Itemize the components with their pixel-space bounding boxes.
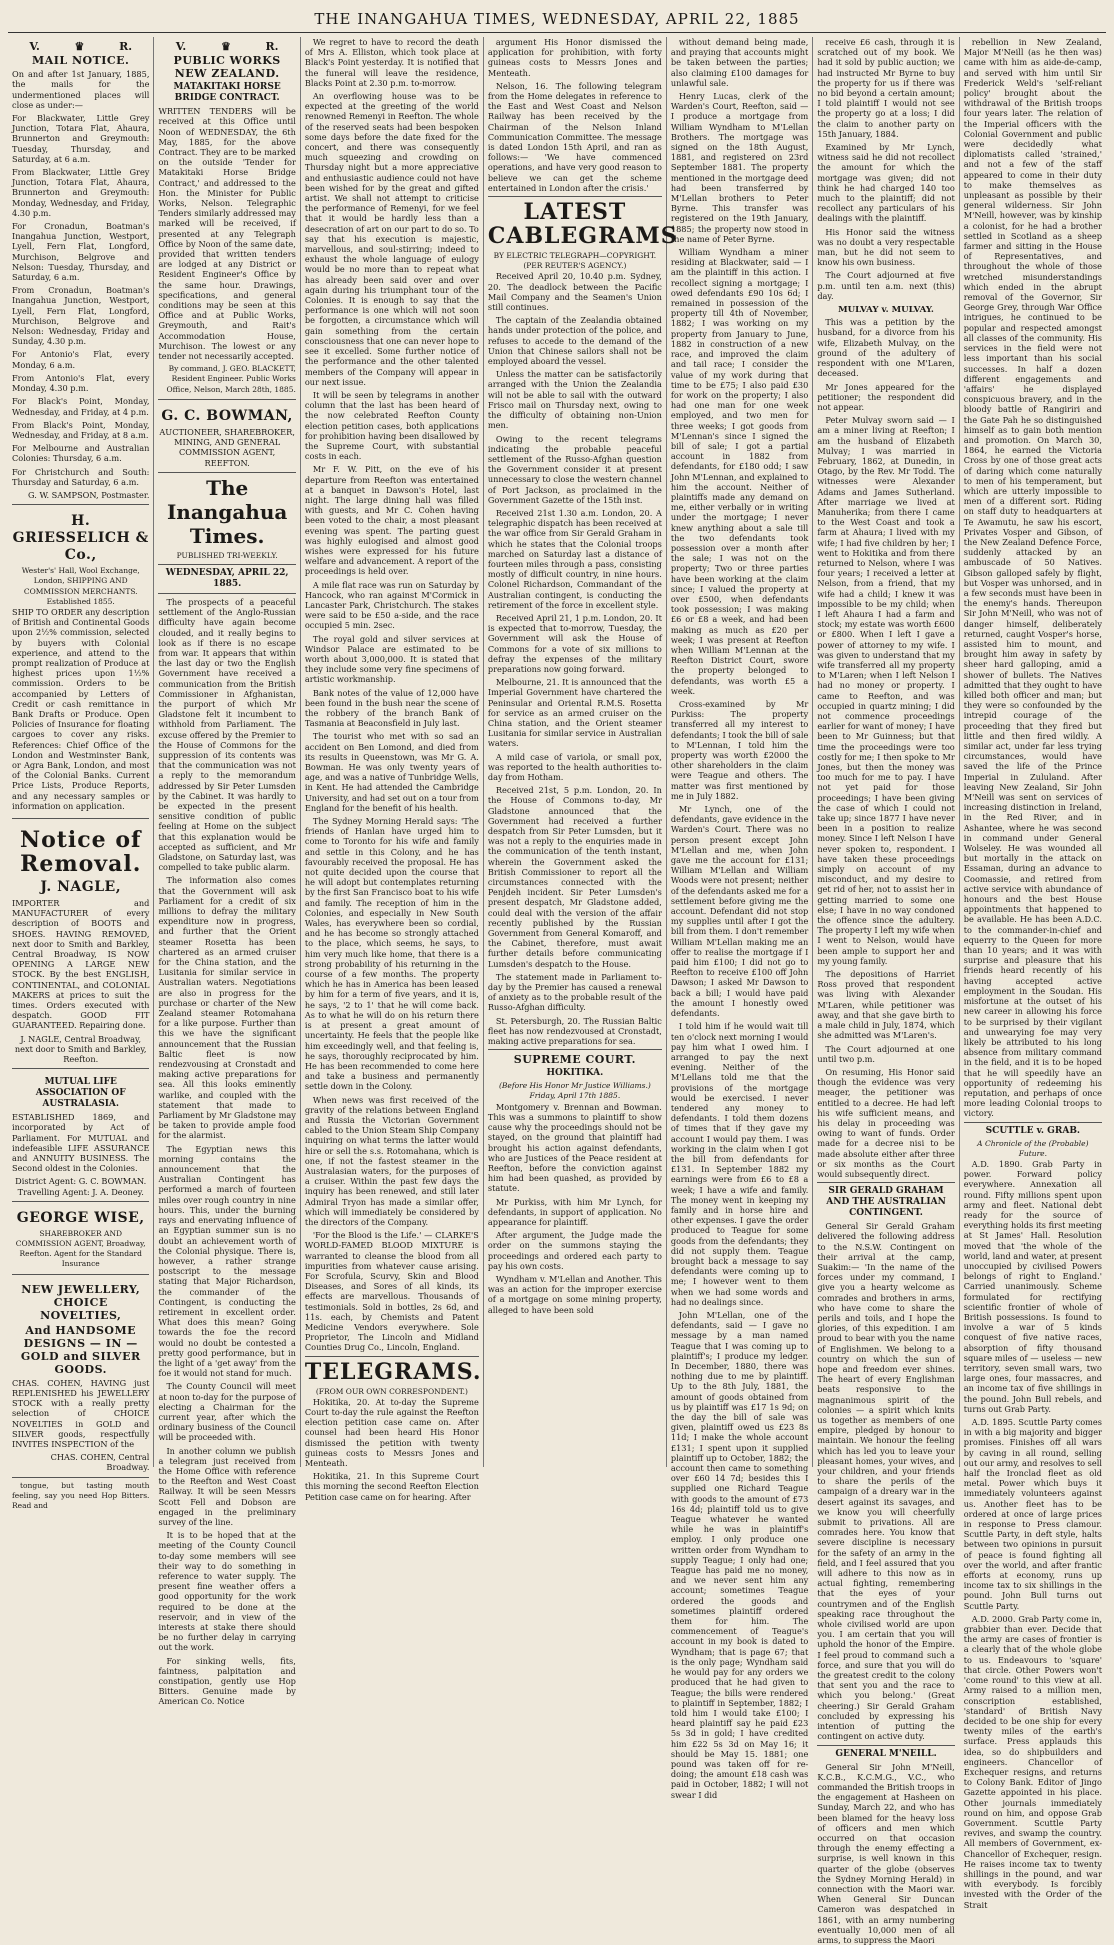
wise-ad xyxy=(12,1205,149,1275)
jewellery-title: NEW JEWELLERY, CHOICE NOVELTIES, xyxy=(12,1283,149,1322)
cable-para: Owing to the recent telegrams indicating the probable peaceful settlement of the Russo-Afghan question the Government consider it at present unnecessary to close the western channel of Port Jackson, as proclaimed in the Government Gazette of the 15th inst. xyxy=(488,434,662,505)
crest-r: R. xyxy=(119,42,132,52)
divider xyxy=(488,196,662,197)
telegrams-title: TELEGRAMS. xyxy=(305,1360,479,1384)
cablegrams-subtitle: BY ELECTRIC TELEGRAPH—COPYRIGHT. (PER REUTER'S AGENCY.) xyxy=(488,251,662,271)
court-para: I told him if he would wait till ten o'clock next morning I would pay him what I owed him. I arranged to pay the next evening. Neither of the M'Lellans told me that the provisions of the mortgage would be exercised. I never tendered any money to defendants. I told them dozens of times that if they gave my account I would pay them. I was working in the claim when I got the bill from defendants for £131. In September 1882 my earnings were from £6 to £8 a week; I have a wife and family. The money went in keeping my family and in horse hire and other expenses. I gave the order produced to Teague for some goods from the defendants; they did not supply them. Teague brought back a message to say defendants were coming up to me; I however went to them when we had some words and had no dealings since. xyxy=(671,1021,808,1307)
wise-title: GEORGE WISE, xyxy=(12,1210,149,1227)
scuttle-subtitle: A Chronicle of the (Probable) Future. xyxy=(964,1139,1102,1159)
news-para: An overflowing house was to be expected at the greeting of the world renowned Remenyi in Reefton. The whole of the reserved seats had been bespoken some days before the date fixed for the concert, and there was consequently much squeezing and crowding on Thursday night but a more appreciative and enthusiastic audience could not have been wished for by the great and gifted artist. We shall not attempt to criticise the performance of Remenyi, for we feel that it would be hardly less than a desecration of art on our part to do so. To say that his execution is majestic, marvellous, and soul-stirring; indeed to exhaust the whole language of eulogy would be no more than to repeat what has already been said over and over again during his triumphant tour of the Colonies. It is enough to say that the performance is one which will not soon be forgotten, a circumstance which will gain something from the certain consciousness that one can never hope to see it excelled. Some further notice of the performance and the other talented members of the Company will appear in our next issue. xyxy=(305,91,479,387)
column-6 xyxy=(813,37,959,1467)
court-para: After argument, the Judge made the order on the summons staying the proceedings and ordered each party to pay his own costs. xyxy=(488,1230,662,1271)
cable-para: The captain of the Zealandia obtained hands under protection of the police, and refuses to accede to the demand of the Union that Chinese sailors shall not be employed aboard the vessel. xyxy=(488,315,662,366)
mail-notice xyxy=(12,37,149,505)
news-para: A mile flat race was run on Saturday by Hancock, who ran against M'Cormick in Lancaster Park, Christchurch. The stakes were said to be £50 a-side, and the race occupied 5 min. 2sec. xyxy=(305,580,479,631)
news-para: Mr F. W. Pitt, on the eve of his departure from Reefton was entertained at a banquet in Dawson's Hotel, last night. The large dining hall was filled with guests, and Mr C. Cohen having been voted to the chair, a most pleasant evening was spent. The parting guest was highly eulogised and almost good wishes were expressed for his future welfare and advancement. A report of the proceedings is held over. xyxy=(305,464,479,576)
court-para: Examined by Mr Lynch, witness said he did not recollect the amount for which the mortgage was given; did not think he had charged 140 too much to the plaintiff; did not recollect any particulars of his dealings with the plaintiff. xyxy=(817,142,954,224)
cable-para: Received April 21, 1 p.m. London, 20. It is expected that to-morrow, Tuesday, the Government will ask the House of Commons for a vote of six millions to defray the expenses of the military preparations now going forward. xyxy=(488,613,662,674)
graham-title: SIR GERALD GRAHAM AND THE AUSTRALIAN CONTINGENT. xyxy=(817,1186,954,1219)
blood-mixture-ad: 'For the Blood is the Life.' — CLARKE'S WORLD-FAMED BLOOD MIXTURE is warranted to cleanse the blood from all impurities from whatever cause arising. For Scrofula, Scurvy, Skin and Blood Diseases, and Sores of all kinds, its effects are marvellous. Thousands of testimonials. Sold in bottles, 2s 6d, and 11s. each, by Chemists and Patent Medicine Vendors everywhere. Sole Proprietor, The Lincoln and Midland Counties Drug Co., Lincoln, England. xyxy=(305,1230,479,1352)
supreme-court-judge: (Before His Honor Mr Justice Williams.) xyxy=(488,1081,662,1091)
jewellery-ad xyxy=(12,1278,149,1478)
jewellery-subtitle: And HANDSOME DESIGNS — IN — GOLD and SILVER GOODS. xyxy=(12,1324,149,1376)
supreme-court-date: Friday, April 17th 1885. xyxy=(488,1091,662,1101)
news-para: When news was first received of the gravity of the relations between England and Russia the Victorian Government cabled to the Union Steam Ship Company inquiring on what terms the latter would hire or sell the s.s. Rotomahana, which is one, if not the fastest steamer in the Australasian waters, for the purposes of a cruiser. Within the past few days the inquiry has been renewed, and still later Admiral Tryon has made a similar offer, which will immediately be considered by the directors of the Company. xyxy=(305,1095,479,1228)
editorial-para: It is to be hoped that at the meeting of the County Council to-day some members will see their way to do something in reference to water supply. The present fine weather offers a good opportunity for the work required to be done at the reservoir, and in view of the interests at stake there should be no further delay in carrying out the work. xyxy=(158,1530,295,1652)
mail-para: For Black's Point, Monday, Wednesday, and Friday, at 4 p.m. xyxy=(12,396,149,416)
column-1 xyxy=(8,37,154,1467)
mail-para: From Antonio's Flat, every Monday, 4.30 p.m. xyxy=(12,373,149,393)
court-para: Wyndham v. M'Lellan and Another. This was an action for the improper exercise of a mortgage on some mining property, alleged to have been sold xyxy=(488,1274,662,1315)
court-para: The Court adjourned at five p.m. until ten a.m. next (this) day. xyxy=(817,270,954,301)
mutual-title: MUTUAL LIFE ASSOCIATION OF AUSTRALASIA. xyxy=(12,1077,149,1110)
bowman-body: AUCTIONEER, SHAREBROKER, MINING, AND GENERAL COMMISSION AGENT, REEFTON. xyxy=(158,427,295,468)
divider xyxy=(158,564,295,565)
court-para: John M'Lellan, one of the defendants, said — I gave no message by a man named Teague that I was coming up to plaintiff's; I produce my ledger. In December, 1880, there was nothing due to me by plaintiff. Up to the 8th July, 1881, the amount of goods obtained from us by plaintiff was £17 1s 9d; on the day the bill of sale was given, plaintiff owed us £23 8s 11d; I make the whole account £131; I spent upon it supplied plaintiff up to October, 1882; the account then came to something over £60 14 7d; besides this I supplied one Richard Teague with goods to the amount of £73 16s 4d; plaintiff told us to give Teague whatever he wanted while he was in plaintiff's employ. I only produce one written order from Wyndham to supply Teague; I only had one; Teague has paid me no money, and we never sent him any account; sometimes Teague ordered the goods and sometimes plaintiff ordered them for him. The commencement of Teague's account in my book is dated to Wyndham; that is page 67; that is the only page; Wyndham said he would pay for any orders we produced that he had given to Teague; the bills were rendered to plaintiff in September, 1882; I told him I would take £100; I heard plaintiff say he paid £23 5s 3d in gold; I have credited him £22 5s 3d on May 16; it should be May 15. 1881; one pound was taken off for re-doing; the amount £18 cash was paid in October, 1882; I will not swear I did xyxy=(671,1310,808,1800)
newspaper-date: WEDNESDAY, APRIL 22, 1885. xyxy=(158,568,295,590)
bowman-ad xyxy=(158,403,295,473)
hop-bitters-fragment: tongue, but tasting mouth feeling, say you need Hop Bitters. Read and xyxy=(12,1481,149,1512)
scuttle-para: A.D. 1890. Grab Party in power. Forward policy everywhere. Annexation all round. Fifty millions spent upon army and fleet. National debt ready for the source of everything holds its first meeting at St James' Hall. Resolution moved that 'the whole of the world, land and water, at present unoccupied by civilised Powers belongs of right to England.' Carried unanimously. Scheme formulated for rectifying scientific frontier of whole of British possessions. Is found to involve a war of 5 kinds conquest of five native races, absorption of fifty thousand square miles of — useless — new territory, seven small wars, two large ones, four massacres, and an income tax of five shillings in the pound. John Bull rebels, and turns out Grab Party. xyxy=(964,1159,1102,1414)
court-para: receive £6 cash, through it is scratched out of my book. We had it sold by public auction; we had instructed Mr Byrne to buy the property for us if there was no bid beyond a certain amount; I told plaintiff I would not see the property go at a loss; I did the claim to another party on 15th January, 1884. xyxy=(817,37,954,139)
mail-para: For Antonio's Flat, every Monday, 6 a.m. xyxy=(12,349,149,369)
mail-para: From Blackwater, Little Grey Junction, Totara Flat, Ahaura, Brunnerton and Greymouth: Monday, Wednesday, and Friday, 4.30 p.m. xyxy=(12,167,149,218)
mneill-para: General Sir John M'Neill, K.C.B., K.C.M.G., V.C., who commanded the British troops in the engagement at Hasheen on Sunday, March 22, and who has been blamed for the heavy loss of officers and men which occurred on that occasion through the enemy effecting a surprise, is well known in this quarter of the globe (observes the Sydney Morning Herald) in connection with the Maori war. When General Sir Duncan Cameron was despatched in 1861, with an army numbering eventually 10,000 men of all arms, to suppress the Maori xyxy=(817,1762,954,1945)
editorial-para: The County Council will meet at noon to-day for the purpose of electing a Chairman for the current year, after which the ordinary business of the Council will be proceeded with. xyxy=(158,1381,295,1442)
court-para: His Honor said the witness was no doubt a very respectable man, but he did not seem to know his own business. xyxy=(817,227,954,268)
crown-icon: ♛ xyxy=(221,42,231,52)
mail-title: MAIL NOTICE. xyxy=(12,54,149,67)
telegram-para: Hokitika, 21. In this Supreme Court this morning the second Reefton Election Petition case came on for hearing. After xyxy=(305,1471,479,1502)
court-para: Montgomery v. Brennan and Bowman. This was a summons to plaintiff to show cause why the proceedings should not be stayed, on the ground that plaintiff had brought his action against defendants, who are Justices of the Peace resident at Reefton, before the conviction against him had been quashed, as provided by statute. xyxy=(488,1102,662,1194)
news-para: argument His Honor dismissed the application for prohibition, with forty guineas costs to Messrs Jones and Menteath. xyxy=(488,37,662,78)
mail-para: For Blackwater, Little Grey Junction, Totara Flat, Ahaura, Brunnerton and Greymouth: Tuesday, Thursday, and Saturday, at 6 a.m. xyxy=(12,113,149,164)
newspaper-title: The Inangahua Times. xyxy=(158,476,295,548)
mail-para: From Black's Point, Monday, Wednesday, and Friday, at 8 a.m. xyxy=(12,420,149,440)
news-para: The tourist who met with so sad an accident on Ben Lomond, and died from its results in Queenstown, was Mr G. A. Bowman. He was only twenty years of age, and was a native of Tunbridge Wells, in Kent. He had attended the Cambridge University, and had set out on a tour from England for the benefit of his health. xyxy=(305,731,479,813)
griesselich-ad xyxy=(12,508,149,819)
divider xyxy=(158,593,295,594)
mulvay-title: MULVAY v. MULVAY. xyxy=(817,305,954,315)
cable-para: Received 21st, 5 p.m. London, 20. In the House of Commons to-day, Mr Gladstone announced that the Government had received a further despatch from Sir Peter Lumsden, but it was not a reply to the enquiries made in the communication of the tenth instant, wherein the Government asked the British Commissioner to report all the circumstances connected with the Penjdeh incident. Sir Peter Lumsden's present despatch, Mr Gladstone added, could deal with the version of the affair recently published by the Russian Government from General Komaroff, and the Cabinet, therefore, must await further details before communicating Lumsden's despatch to the House. xyxy=(488,785,662,969)
court-para: Cross-examined by Mr Purkiss: The property transferred all my interest to defendants; I took the bill of sale to M'Lennan, I told him the property was worth £2000 the other shareholders in the claim were Teague and others. The matter was first mentioned by me in July 1882. xyxy=(671,699,808,801)
supreme-court-title: SUPREME COURT. xyxy=(488,1053,662,1066)
mail-para: For Cronadun, Boatman's Inangahua Junction, Westport, Lyell, Fern Flat, Longford, Murchison, Belgrove and Nelson: Tuesday, Thursday, and Saturday, 6 a.m. xyxy=(12,221,149,282)
cable-para: Melbourne, 21. It is announced that the Imperial Government have chartered the Peninsular and Oriental R.M.S. Rosetta for service as an armed cruiser on the China station, and the Orient steamer Lusitania for similar service in Australian waters. xyxy=(488,677,662,748)
wise-body: SHAREBROKER AND COMMISSION AGENT, Broadway, Reefton. Agent for the Standard Insurance xyxy=(12,1229,149,1270)
nagle-body: IMPORTER and MANUFACTURER of every description of BOOTS and SHOES. HAVING REMOVED, next door to Smith and Barkley, Central Broadway, IS NOW OPENING A LARGE NEW STOCK. By the best ENGLISH, CONTINENTAL, and COLONIAL MAKERS at prices to suit the times. Orders executed with despatch. GOOD FIT GUARANTEED. Repairing done. xyxy=(12,898,149,1031)
mutual-body: ESTABLISHED 1869, and incorporated by Act of Parliament. For MUTUAL and indefeasible LIFE ASSURANCE and ANNUITY BUSINESS. The Second oldest in the Colonies. xyxy=(12,1112,149,1173)
column-5 xyxy=(667,37,813,1467)
cohen-body: CHAS. COHEN, HAVING just REPLENISHED his JEWELLERY STOCK with a really pretty selection of CHOICE NOVELTIES in GOLD and SILVER goods, respectfully INVITES INSPECTION of the xyxy=(12,1378,149,1449)
public-works-signature: By command, J. GEO. BLACKETT, Resident Engineer. Public Works Office, Nelson, March 28th, 1885. xyxy=(158,364,295,395)
public-works-title: PUBLIC WORKS NEW ZEALAND. xyxy=(158,54,295,80)
supreme-court-place: HOKITIKA. xyxy=(488,1068,662,1079)
news-para: It will be seen by telegrams in another column that the last has been heard of the now celebrated Reefton County election petition cases, both applications for prohibition having been disallowed by the Supreme Court, with substantial costs in each. xyxy=(305,390,479,461)
divider xyxy=(305,1356,479,1357)
nagle-title: J. NAGLE, xyxy=(12,879,149,896)
editorial-para: For sinking wells, fits, faintness, palpitation and constipation, gently use Hop Bitters. Genuine made by American Co. Notice xyxy=(158,1656,295,1707)
public-works-subtitle: MATAKITAKI HORSE BRIDGE CONTRACT. xyxy=(158,82,295,104)
newspaper-frequency: PUBLISHED TRI-WEEKLY. xyxy=(158,551,295,561)
mail-para: For Melbourne and Australian Colonies: Thursday, 6 a.m. xyxy=(12,443,149,463)
news-para: The Sydney Morning Herald says: 'The friends of Hanlan have urged him to come to Toronto for his wife and family and settle in this Colony, and he has favourably received the proposal. He has not quite decided upon the course that he will adopt but contemplates returning by the first San Francisco boat to his wife and family. The reception of him in the Colonies, and especially in New South Wales, has everywhere been so cordial, and he has become so strongly attached to the place, which seems, he says, to him very much like home, that there is a strong probability of his returning in the course of a few months. The property which he has in America has been leased by him for a term of five years, and it is, he says, '2 to 1' that he will come back. As to what he will do on his return there is at present a great amount of uncertainty. He feels that the people like him exceedingly well, and that feeling is, he says, thoroughly reciprocated by him. He has been recommended to come here and take a business and permanently settle down in the Colony. xyxy=(305,816,479,1091)
column-7 xyxy=(960,37,1106,1467)
nagle-signature: J. NAGLE, Central Broadway, next door to Smith and Barkley, Reefton. xyxy=(12,1034,149,1065)
divider xyxy=(817,1745,954,1746)
news-para: Nelson, 16. The following telegram from the Home delegates in reference to the East and West Coast and Nelson Railway has been received by the Chairman of the Nelson Inland Communication Committee. The message is dated London 15th April, and ran as follows:— 'We have commenced operations, and have very good reason to believe we can get the scheme entertained in London after the crisis.' xyxy=(488,81,662,193)
editorial-para: The prospects of a peaceful settlement of the Anglo-Russian difficulty have again become clouded, and it really begins to look as if there is no escape from war. It appears that within the last day or two the English Government have received a communication from the British Commissioner in Afghanistan, the purport of which Mr Gladstone felt it incumbent to withhold from Parliament. The excuse offered by the Premier to the House of Commons for the suppression of its contents was that the communication was not a reply to the memorandum addressed by Sir Peter Lumsden by the Cabinet. It was hardly to be expected in the present sensitive condition of public feeling at Home on the subject that this explanation would be accepted as sufficient, and Mr Gladstone, on Saturday last, was compelled to take public alarm. xyxy=(158,597,295,872)
column-container xyxy=(8,37,1106,1467)
crest-row xyxy=(158,42,295,52)
mutual-agent: District Agent: G. C. BOWMAN. Travelling Agent: J. A. Deoney. xyxy=(12,1176,149,1196)
court-para: Mr Lynch, one of the defendants, gave evidence in the Warden's Court. There was no person present except John M'Lellan and me, when John gave me the account for £131; William M'Lellan and William Woods were not present; neither of the defendants asked me for a settlement before giving me the account. Defendant did not stop my supplies until after I got the bill from them. I don't remember William M'Lellan making me an offer to realise the mortgage if I paid him £100; I did not go to Reefton to receive £100 off John Dawson; I asked Mr Dawson to back a bill; I would have paid the amount I honestly owed defendants. xyxy=(671,804,808,1018)
public-works-ad xyxy=(158,37,295,400)
griesselich-title: H. GRIESSELICH & Co., xyxy=(12,513,149,564)
news-para: Bank notes of the value of 12,000 have been found in the bush near the scene of the robbery of the branch Bank of Tasmania at Beaconsfield in July last. xyxy=(305,688,479,729)
news-para: We regret to have to record the death of Mrs A. Elliston, which took place at Black's Point yesterday. It is notified that the funeral will leave the residence, Blacks Point at 2.30 p.m. to-morrow. xyxy=(305,37,479,88)
mulvay-para: Peter Mulvay sworn said — I am a miner living at Reefton; I am the husband of Elizabeth Mulvay; I was married in February, 1862, at Dunedin, in Otago, by the Rev. Mr Todd. The witnesses were Alexander Adams and James Sutherland. After marriage we lived at Manuherika; from there I came to the West Coast and took a farm at Ahaura; I lived with my wife; I had five children by her; I went to Hokitika and from there returned to Nelson, where I was four years; I received a letter at Nelson, from a friend, that my wife had a child; I knew it was impossible to be my child; when I left Ahaura I had a farm and stock; my estate was worth £600 or £800. When I left I gave a power of attorney to my wife. I was given to understand that my wife transferred all my property to M'Laren; when I left Nelson I had no money or property. I came to Reefton, and was occupied in quartz mining; I did not commence proceedings earlier for want of money; I have been to Mr Guinness; but that time the proceedings were too costly for me; I then spoke to Mr Jones, but then the money was too much for me to pay. I have not yet paid for those proceedings; I have been giving the case of which I could not take up; since 1877 I have never been in a position to realize money. Since I left Nelson I have never spoken to, respondent. I have taken these proceedings simply on account of my misconduct, and my desire to get rid of her, not to assist her in getting married to some one else; I have in no way condoned the offence since the adultery. The property I left my wife when I went to Nelson, would have been ample to support her and my young family. xyxy=(817,415,954,966)
divider xyxy=(488,1049,662,1050)
mulvay-para: The Court adjourned at one until two p.m. xyxy=(817,1044,954,1064)
divider xyxy=(964,1122,1102,1123)
mail-para: On and after 1st January, 1885, the mails for the undermentioned places will close as under:— xyxy=(12,69,149,110)
removal-ad xyxy=(12,822,149,1069)
editorial-para: In another column we publish a telegram just received from the Home Office with reference to the Reefton and West Coast Railway. It will be seen Messrs Scott Fell and Dobson are engaged in the preliminary survey of the line. xyxy=(158,1446,295,1528)
telegrams-subtitle: (FROM OUR OWN CORRESPONDENT.) xyxy=(305,1387,479,1397)
mulvay-para: This was a petition by the husband, for a divorce from his wife, Elizabeth Mulvay, on the ground of the adultery of respondent with one M'Laren, deceased. xyxy=(817,317,954,378)
cable-para: Received 21st 1.30 a.m. London, 20. A telegraphic dispatch has been received at the war office from Sir Gerald Graham in which he states that the Colonial troops marched on Saturday last a distance of fourteen miles through a pass, consisting mostly of difficult country, in nine hours. Colonel Richardson, Commandant of the Australian contingent, is conducting the retirement of the force in excellent style. xyxy=(488,508,662,610)
mulvay-para: On resuming, His Honor said though the evidence was very meager, the petitioner was entitled to a decree. He had left his wife sufficient means, and his delay in proceeding was owing to want of funds. Order made for a decree nisi to be made absolute either after three or six months as the Court would subsequently direct. xyxy=(817,1067,954,1179)
scuttle-title: SCUTTLE v. GRAB. xyxy=(964,1126,1102,1137)
masthead: THE INANGAHUA TIMES, WEDNESDAY, APRIL 22, 1885 xyxy=(8,6,1106,33)
griesselich-body: SHIP TO ORDER any description of British and Continental Goods upon 2½% commission, selected by buyers with Colonial experience, and attend to the prompt realization of Produce at highest prices upon 1½% commission. Orders to be accompanied by Letters of Credit or cash remittance in Bank Drafts or Produce. Open Policies of Insurance for floating cargoes to cover any risks. References: Chief Office of the London and Westminster Bank, or Agra Bank, London, and most of the Colonial Banks. Current Price Lists, Produce Reports, and any necessary samples or information on application. xyxy=(12,607,149,811)
editorial-para: The information also comes that the Government will ask Parliament for a credit of six millions to defray the military expenditure now in progress, and further that the Orient steamer Rosetta has been chartered as an armed cruiser for the China station, and the Lusitania for similar service in Australian waters. Negotiations are also in progress for the purchase or charter of the New Zealand steamer Rotomahana for a like purpose. Further than this we have the significant announcement that the Russian Baltic fleet is now rendezvousing at Cronstadt and making active preparations for sea. All this looks eminently warlike, and coupled with the statement that made to Parliament by Mr Gladstone may be taken to provide ample food for the alarmist. xyxy=(158,875,295,1140)
news-para: The royal gold and silver services at Windsor Palace are estimated to be worth about 3,000,000. It is stated that they include some very fine specimens of artistic workmanship. xyxy=(305,634,479,685)
scuttle-para: A.D. 2000. Grab Party come in, grabbier than ever. Decide that the army are cases of frontier is a clearly that of the whole globe to us. Endeavours to 'square' that circle. Other Powers won't 'come round' to this view at all. Army raised to a million men, conscription established, 'standard' of British Navy decided to be one ship for every twenty miles of the earth's surface. Press applauds this idea, so do shipbuilders and engineers. Chancellor of Exchequer resigns, and returns to Colony Bank. Editor of Jingo Gazette appointed in his place. Other journals immediately round on him, and oppose Grab Government. Scuttle Party revives, and swamp the country. All members of Government, ex-Chancellor of Exchequer, resign. He raises income tax to twenty shillings in the pound, and war with everybody. Is forcibly invested with the Order of the Strait xyxy=(964,1614,1102,1910)
removal-title: Notice of Removal. xyxy=(12,828,149,876)
mulvay-para: Mr Jones appeared for the petitioner; the respondent did not appear. xyxy=(817,382,954,413)
court-para: Henry Lucas, clerk of the Warden's Court, Reefton, said — I produce a mortgage from William Wyndham to M'Lellan Brothers. The mortgage was signed on the 18th August, 1881, and registered on 23rd September 1881. The property mentioned in the mortgage deed had been transferred by M'Lellan brothers to Peter Byrne. This transfer was registered on the 19th January, 1885; the property now stood in the name of Peter Byrne. xyxy=(671,91,808,244)
crest-v: V. xyxy=(29,42,39,52)
mulvay-para: The depositions of Harriet Ross proved that respondent was living with Alexander M'Laren, while petitioner was away, and that she gave birth to a male child in July, 1874, which she admitted was M'Laren's. xyxy=(817,969,954,1040)
column-4 xyxy=(484,37,667,1467)
mail-signature: G. W. SAMPSON, Postmaster. xyxy=(12,490,149,500)
cable-para: The statement made in Parliament to-day by the Premier has caused a renewal of anxiety as to the probable result of the Russo-Afghan difficulty. xyxy=(488,972,662,1013)
mneill-title: GENERAL M'NEILL. xyxy=(817,1749,954,1760)
court-para: William Wyndham a miner residing at Blackwater, said — I am the plaintiff in this action. I recollect signing a mortgage; I owed defendants £90 10s 6d; I remained in possession of the property till 4th of November, 1882; I was working on my property from January to June, 1882 in construction of a new race, and improved the claim and tail race; I consider the value of my work during that time to be £75; I also paid £30 for work on the property; I also had one man for one week employed, and two men for three weeks; I got goods from M'Lennan's since I signed the bill of sale; I got a partial account in 1882 from defendants, for £180 odd; I saw John M'Lennan, and explained to him the account. Neither of plaintiffs made any demand on me, either verbally or in writing under the mortgage; I never knew anything about a sale till the two defendants took possession over a month after the sale; I was not on the property; Two or three parties have been working at the claim since; I valued the property at over £500, when defendants took possession; I was making £6 or £8 a week, and had been making as much as £20 per week; I was present at Reefton when William M'Lennan at the Reefton District Court, swore the property belonged to defendants, was worth £5 a week. xyxy=(671,247,808,696)
mail-para: For Christchurch and South: Thursday and Saturday, 6 a.m. xyxy=(12,467,149,487)
cohen-signature: CHAS. COHEN, Central Broadway. xyxy=(12,1452,149,1472)
column-2 xyxy=(154,37,300,1467)
cable-para: Unless the matter can be satisfactorily arranged with the Union the Zealandia will not be able to sail with the outward Frisco mail on Thursday next, owing to the difficulty of obtaining non-Union men. xyxy=(488,369,662,430)
griesselich-subtitle: Wester's' Hall, Wool Exchange, London, SHIPPING AND COMMISSION MERCHANTS. Established 1855. xyxy=(12,566,149,607)
cablegrams-title: LATEST CABLEGRAMS xyxy=(488,200,662,248)
mneill-para: rebellion in New Zealand, Major M'Neill (as he then was) came with him as aide-de-camp, and served with him until Sir Frederick Weld's 'self-reliant policy' brought about the withdrawal of the British troops four years later. The relation of the Imperial officers with the Colonial Government and public were decidedly what diplomatists called 'strained,' and not a few of the staff appeared to come in their duty to make themselves as unpleasant as possible by their general wilderness. Sir John M'Neill, however, was by kinship a colonist, for he had a brother settled in Scotland as a sheep farmer and sitting in the House of Representatives, and throughout the whole of those wretched misunderstandings which ended in the abrupt removal of the Governor, Sir George Grey, through War Office intrigues, he continued to be popular and respected amongst all classes of the community. His services in the field were not less important than his social successes. In half a dozen different engagements and 'affairs' he displayed conspicuous bravery, and in the bloody battle of Rangiriri and the Gate Pah he so distinguished himself as to gain both mention and promotion. On March 30, 1864, he earned the Victoria Cross by one of those great acts of daring which come naturally to men of his temperament, but which are utterly impossible to men of a different sort. Riding on staff duty to headquarters at Te Awamutu, he saw his escort, Privates Vosper and Gibson, of the New Zealand Defence Force, suddenly attacked by an ambuscade of 50 Natives. Gibson galloped safely by flight, but Vosper was unhorsed, and in a few seconds must have been in the enemy's hands. Thereupon Sir John M'Neill, who was not of danger himself, deliberately returned, caught Vosper's horse, assisted him to mount, and brought him away in safety by sheer hard galloping, amid a shower of bullets. The Natives admitted that they ought to have killed both officer and man; but they were so confounded by the intrepid courage of the proceeding that they fired but little and then fired wildly. A similar act, under far less trying circumstances, would have saved the life of the Prince Imperial in Zululand. After leaving New Zealand, Sir John M'Neill was sent on services of increasing distinction in Ireland, in the Red River, and in Ashantee, where he was second in command under General Wolseley. He was wounded all but mortally in the attack on Essaman, during an advance to Coomassie, and retired from active service with abundance of honours and the best House appointments that happened to be available. He has been A.D.C. to the commander-in-chief and equerry to the Queen for more than 10 years; and it was with surprise and pleasure that his friends heard recently of his having accepted active employment in the Soudan. His misfortune at the outset of his new career in allowing his force to be surprised by their vigilant and unwearying foe may very likely be attributed to his long absence from military command in the field, and it is to be hoped that he will speedily have an opportunity of redeeming his reputation, and perhaps of once more leading Colonial troops to victory. xyxy=(964,37,1102,1119)
scuttle-para: A.D. 1895. Scuttle Party comes in with a big majority and bigger promises. Finishes off all wars by caving in all round, selling out our army, and resolves to sell half the Ironclad fleet as old metal. Power which buys it immediately volunteers against us. Another fleet has to be ordered at once of large prices in response to Press clamour. Scuttle Party, in deft style, halts between two opinions in pursuit of peace is found fighting all over the world, and after frantic efforts at economy, runs up income tax to six shillings in the pound. John Bull turns out Scuttle Party. xyxy=(964,1417,1102,1611)
editorial-para: The Egyptian news this morning contains the announcement that the Australian Contingent has performed a march of fourteen miles over rough country in nine hours. This, under the burning rays and enervating influence of an Egyptian summer sun is no doubt an achievement worth of the Colonial physique. There is, however, a rather strange postscript to the message stating that Major Richardson, the commander of the Contingent, is conducting the retirement in excellent order. What does this mean? Going towards the foe the record would no doubt be contested a pretty good performance, but in the light of a 'get away' from the foe it would not stand for much. xyxy=(158,1144,295,1379)
graham-para: General Sir Gerald Graham delivered the following address to the N.S.W. Contingent on their arrival at the camp, Suakim:— 'In the name of the forces under my command, I give you a hearty welcome as comrades and brothers in arms, who have come to share the perils and toils, and I hope the glories, of this expedition. I am proud to bear with you the name of Englishmen. We belong to a country on which the sun of hope and freedom ever shines. The heart of every Englishman beats responsive to the magnanimous spirit of the colonies — a spirit which knits us together as members of one empire, pledged by honour to maintain. We honour the feeling which has led you to leave your pleasant homes, your wives, and your children, and your friends to share the perils of the campaign of a dreary war in the desert against its savages, and we know you will cheerfully submit to privations. All are comrades here. You know that severe discipline is necessary for the safety of an army in the field, and I feel assured that you will adhere to this now as in actual fighting, remembering that the eyes of your countrymen and of the English speaking race throughout the whole civilised world are upon you. I am certain that you will uphold the honor of the Empire. I feel proud to command such a force, and sure that you will do the greatest credit to the colony that sent you and the race to which you belong.' (Great cheering.) Sir Gerald Graham concluded by expressing his intention of putting the contingent on active duty. xyxy=(817,1221,954,1741)
court-para: Mr Purkiss, with him Mr Lynch, for defendants, in support of application. No appearance for plaintiff. xyxy=(488,1197,662,1228)
cable-para: St. Petersburgh, 20. The Russian Baltic fleet has now rendezvoused at Cronstadt, making active preparations for sea. xyxy=(488,1016,662,1047)
crest-v: V. xyxy=(176,42,186,52)
divider xyxy=(817,1182,954,1183)
cable-para: A mild case of variola, or small pox, was reported to the health authorities to-day from Hotham. xyxy=(488,752,662,783)
bowman-title: G. C. BOWMAN, xyxy=(158,408,295,425)
mutual-life-ad xyxy=(12,1072,149,1202)
telegram-para: Hokitika, 20. At to-day the Supreme Court to-day the rule against the Reefton election petition case came on. After counsel had been heard His Honor dismissed the petition with twenty guineas costs to Messrs Jones and Menteath. xyxy=(305,1397,479,1468)
public-works-body: WRITTEN TENDERS will be received at this Office until Noon of WEDNESDAY, the 6th May, 1885, for the above Contract. They are to be marked on the outside 'Tender for Matakitaki Horse Bridge Contract,' and addressed to the Hon. the Minister for Public Works, Nelson. Telegraphic Tenders similarly addressed may marked will be received, if presented at any Telegraph Office by Noon of the same date, provided that written tenders are lodged at any District or Resident Engineer's Office by the same hour. Drawings, specifications, and general conditions may be seen at this Office and at Public Works, Greymouth, and Rait's Accommodation House, Murchison. The lowest or any tender not necessarily accepted. xyxy=(158,106,295,361)
column-3 xyxy=(301,37,484,1467)
crown-icon: ♛ xyxy=(75,42,85,52)
crest-r: R. xyxy=(266,42,279,52)
court-para: without demand being made, and praying that accounts might be taken between the parties; also claiming £100 damages for unlawful sale. xyxy=(671,37,808,88)
mail-para: From Cronadun, Boatman's Inangahua Junction, Westport, Lyell, Fern Flat, Longford, Murchison, Belgrove and Nelson: Wednesday, Friday and Sunday, 4.30 p.m. xyxy=(12,285,149,346)
crest-row xyxy=(12,42,149,52)
cable-para: Received April 20, 10.40 p.m. Sydney, 20. The deadlock between the Pacific Mail Company and the Seamen's Union still continues. xyxy=(488,271,662,312)
